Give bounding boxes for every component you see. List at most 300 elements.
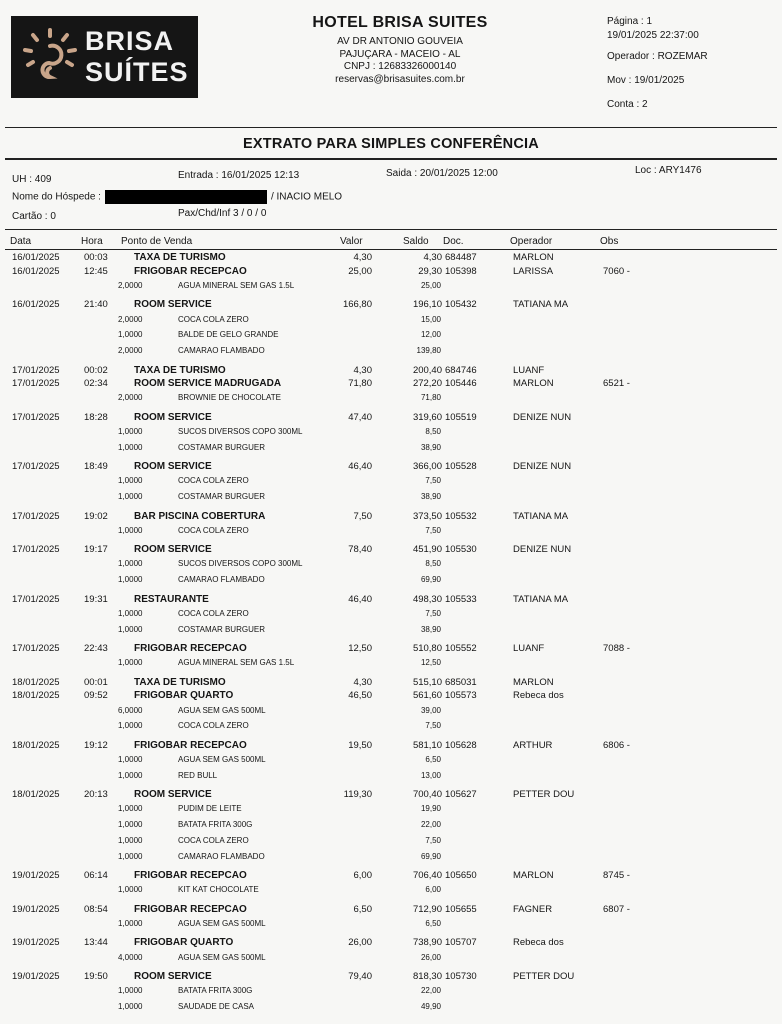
- row-operator: TATIANA MA: [513, 593, 569, 605]
- row-doc: 684746: [445, 364, 477, 376]
- table-row: [0, 511, 782, 523]
- table-row: [0, 299, 782, 311]
- table-row: [0, 594, 782, 606]
- item-description: AGUA SEM GAS 500ML: [178, 705, 266, 715]
- page-number: Página : 1: [607, 16, 653, 27]
- row-date: 18/01/2025: [12, 690, 60, 702]
- row-balance: 4,30: [423, 252, 442, 263]
- item-quantity: 1,0000: [118, 918, 143, 928]
- row-doc: 105628: [445, 739, 477, 751]
- table-row: [0, 789, 782, 801]
- row-doc: 105573: [445, 690, 477, 702]
- item-description: CAMARAO FLAMBADO: [178, 346, 265, 356]
- row-date: 17/01/2025: [12, 544, 60, 556]
- row-point-of-sale: FRIGOBAR RECEPCAO: [134, 903, 247, 915]
- row-point-of-sale: ROOM SERVICE MADRUGADA: [134, 378, 282, 390]
- check-out: Saida : 20/01/2025 12:00: [386, 168, 498, 179]
- item-value: 8,50: [425, 559, 441, 569]
- item-description: SAUDADE DE CASA: [178, 1001, 255, 1011]
- row-date: 16/01/2025: [12, 299, 60, 311]
- list-item: [0, 771, 782, 783]
- item-quantity: 6,0000: [118, 705, 143, 715]
- row-date: 19/01/2025: [12, 970, 60, 982]
- item-description: COSTAMAR BURGUER: [178, 624, 265, 634]
- row-value: 46,40: [348, 461, 372, 473]
- item-quantity: 1,0000: [118, 658, 143, 668]
- row-balance: 700,40: [412, 789, 442, 801]
- row-doc: 105528: [445, 461, 477, 473]
- row-balance: 373,50: [412, 510, 442, 522]
- locator: Loc : ARY1476: [635, 165, 702, 176]
- item-value: 12,50: [420, 658, 441, 668]
- row-operator: MARLON: [513, 676, 554, 688]
- pax-count: Pax/Chd/Inf 3 / 0 / 0: [178, 208, 267, 219]
- row-operator: MARLON: [513, 870, 554, 882]
- row-date: 17/01/2025: [12, 378, 60, 390]
- table-row: [0, 690, 782, 702]
- row-value: 166,80: [342, 299, 372, 311]
- row-time: 18:28: [84, 411, 108, 423]
- row-doc: 105552: [445, 643, 477, 654]
- item-value: 7,50: [425, 835, 441, 845]
- row-value: 26,00: [348, 937, 372, 949]
- item-quantity: 1,0000: [118, 804, 143, 814]
- item-description: COCA COLA ZERO: [178, 721, 249, 731]
- row-date: 19/01/2025: [12, 870, 60, 882]
- list-item: [0, 1002, 782, 1014]
- item-value: 6,50: [425, 918, 441, 928]
- item-quantity: 1,0000: [118, 427, 143, 436]
- report-meta: [607, 11, 708, 115]
- item-description: SUCOS DIVERSOS COPO 300ML: [178, 559, 303, 569]
- row-doc: 685031: [445, 676, 477, 688]
- item-description: AGUA MINERAL SEM GAS 1.5L: [178, 280, 295, 290]
- row-doc: 105650: [445, 870, 477, 882]
- row-point-of-sale: RESTAURANTE: [134, 593, 209, 605]
- row-obs: 6806 -: [603, 739, 630, 751]
- list-item: [0, 625, 782, 637]
- item-description: COCA COLA ZERO: [178, 835, 249, 845]
- row-time: 21:40: [84, 299, 108, 311]
- item-description: BATATA FRITA 300G: [178, 820, 253, 830]
- row-doc: 105627: [445, 789, 477, 801]
- list-item: [0, 476, 782, 488]
- item-value: 38,90: [420, 624, 441, 634]
- row-time: 06:14: [84, 870, 108, 882]
- row-operator: FAGNER: [513, 903, 553, 915]
- row-point-of-sale: ROOM SERVICE: [134, 461, 212, 473]
- redacted-box: [105, 190, 267, 204]
- row-balance: 738,90: [412, 937, 442, 949]
- list-item: [0, 575, 782, 587]
- row-operator: Rebeca dos: [513, 937, 564, 949]
- table-row: [0, 677, 782, 689]
- row-point-of-sale: TAXA DE TURISMO: [134, 676, 226, 688]
- row-balance: 451,90: [412, 544, 442, 556]
- row-time: 19:31: [84, 593, 108, 605]
- table-row: [0, 266, 782, 278]
- list-item: [0, 919, 782, 931]
- row-time: 00:01: [84, 676, 108, 688]
- list-item: [0, 427, 782, 439]
- item-description: BALDE DE GELO GRANDE: [178, 330, 279, 340]
- row-doc: 105432: [445, 299, 477, 311]
- logo-line-1: BRISA: [85, 26, 175, 56]
- row-time: 02:34: [84, 378, 108, 390]
- row-operator: MARLON: [513, 378, 554, 390]
- item-value: 7,50: [425, 608, 441, 618]
- row-doc: 105655: [445, 903, 477, 915]
- list-item: [0, 658, 782, 670]
- row-date: 17/01/2025: [12, 593, 60, 605]
- table-row: [0, 971, 782, 983]
- table-row: [0, 378, 782, 390]
- item-value: 8,50: [425, 427, 441, 436]
- row-operator: Rebeca dos: [513, 690, 564, 702]
- row-date: 17/01/2025: [12, 643, 60, 654]
- row-balance: 818,30: [412, 970, 442, 982]
- item-value: 22,00: [420, 820, 441, 830]
- item-description: BROWNIE DE CHOCOLATE: [178, 393, 281, 403]
- item-quantity: 2,0000: [118, 393, 143, 403]
- row-doc: 105519: [445, 411, 477, 423]
- hotel-info: [285, 14, 515, 86]
- item-value: 7,50: [425, 525, 441, 535]
- table-row: [0, 740, 782, 752]
- hotel-district: PAJUÇARA - MACEIO - AL: [339, 48, 461, 60]
- hotel-address: AV DR ANTONIO GOUVEIA: [337, 36, 463, 47]
- row-time: 20:13: [84, 789, 108, 801]
- item-quantity: 1,0000: [118, 885, 143, 895]
- row-time: 22:43: [84, 643, 108, 654]
- row-point-of-sale: FRIGOBAR RECEPCAO: [134, 739, 247, 751]
- row-point-of-sale: FRIGOBAR RECEPCAO: [134, 265, 247, 277]
- table-row: [0, 461, 782, 473]
- uh-number: UH : 409: [12, 174, 52, 185]
- row-value: 6,00: [353, 870, 372, 882]
- row-point-of-sale: BAR PISCINA COBERTURA: [134, 510, 266, 522]
- item-value: 69,90: [420, 575, 441, 585]
- item-description: COCA COLA ZERO: [178, 608, 249, 618]
- row-date: 17/01/2025: [12, 411, 60, 423]
- item-description: COCA COLA ZERO: [178, 476, 249, 486]
- col-data: Data: [10, 236, 32, 247]
- item-quantity: 1,0000: [118, 525, 143, 535]
- list-item: [0, 559, 782, 571]
- card: Cartão : 0: [12, 211, 56, 222]
- row-date: 17/01/2025: [12, 510, 60, 522]
- list-item: [0, 804, 782, 816]
- row-value: 119,30: [343, 789, 372, 801]
- item-quantity: 4,0000: [118, 952, 143, 962]
- row-value: 12,50: [348, 643, 372, 654]
- row-doc: 684487: [445, 252, 477, 263]
- list-item: [0, 330, 782, 342]
- item-description: PUDIM DE LEITE: [178, 804, 242, 814]
- sun-swirl-logo-icon: [19, 24, 81, 90]
- item-description: BATATA FRITA 300G: [178, 986, 253, 996]
- row-point-of-sale: ROOM SERVICE: [134, 970, 212, 982]
- item-value: 15,00: [420, 314, 441, 324]
- item-value: 6,00: [425, 885, 441, 895]
- row-operator: LUANF: [513, 643, 545, 654]
- report-conta: Conta : 2: [607, 99, 648, 110]
- row-value: 47,40: [348, 411, 372, 423]
- item-quantity: 1,0000: [118, 624, 143, 634]
- item-value: 22,00: [420, 986, 441, 996]
- report-operator: Operador : ROZEMAR: [607, 51, 708, 62]
- item-value: 13,00: [420, 770, 441, 780]
- item-description: AGUA SEM GAS 500ML: [178, 952, 266, 962]
- item-description: COSTAMAR BURGUER: [178, 492, 265, 502]
- guest-name-suffix: / INACIO MELO: [270, 191, 343, 203]
- hotel-name: HOTEL BRISA SUITES: [312, 14, 488, 31]
- col-obs: Obs: [600, 236, 619, 247]
- row-point-of-sale: ROOM SERVICE: [134, 299, 212, 311]
- list-item: [0, 346, 782, 358]
- col-ponto-de-venda: Ponto de Venda: [121, 236, 193, 247]
- item-description: COCA COLA ZERO: [178, 314, 249, 324]
- list-item: [0, 706, 782, 718]
- row-date: 19/01/2025: [12, 937, 60, 949]
- item-quantity: 1,0000: [118, 608, 143, 618]
- col-operador: Operador: [510, 236, 553, 247]
- list-item: [0, 820, 782, 832]
- col-saldo: Saldo: [403, 236, 429, 247]
- check-in: Entrada : 16/01/2025 12:13: [178, 170, 300, 181]
- list-item: [0, 526, 782, 538]
- row-time: 13:44: [84, 937, 108, 949]
- row-balance: 272,20: [412, 378, 442, 390]
- item-value: 7,50: [425, 476, 441, 486]
- row-balance: 510,80: [412, 643, 442, 654]
- item-value: 38,90: [420, 492, 441, 502]
- row-time: 19:02: [84, 510, 108, 522]
- item-value: 39,00: [420, 705, 441, 715]
- row-balance: 366,00: [412, 461, 442, 473]
- row-value: 7,50: [353, 510, 372, 522]
- list-item: [0, 755, 782, 767]
- item-quantity: 1,0000: [118, 820, 143, 830]
- item-quantity: 1,0000: [118, 721, 143, 731]
- row-point-of-sale: FRIGOBAR RECEPCAO: [134, 643, 247, 654]
- item-description: CAMARAO FLAMBADO: [178, 851, 265, 861]
- item-quantity: 2,0000: [118, 346, 143, 356]
- list-item: [0, 986, 782, 998]
- row-operator: DENIZE NUN: [513, 544, 572, 556]
- row-doc: 105707: [445, 937, 477, 949]
- row-balance: 561,60: [412, 690, 442, 702]
- item-quantity: 1,0000: [118, 476, 143, 486]
- item-quantity: 1,0000: [118, 575, 143, 585]
- list-item: [0, 885, 782, 897]
- col-hora: Hora: [81, 236, 103, 247]
- item-description: AGUA SEM GAS 500ML: [178, 754, 266, 764]
- item-description: COSTAMAR BURGUER: [178, 442, 265, 452]
- hotel-logo: [11, 16, 198, 98]
- row-point-of-sale: FRIGOBAR RECEPCAO: [134, 870, 247, 882]
- logo-line-2: SUÍTES: [85, 57, 189, 87]
- row-value: 71,80: [348, 378, 372, 390]
- row-date: 16/01/2025: [12, 252, 60, 263]
- row-value: 46,50: [348, 690, 372, 702]
- row-date: 17/01/2025: [12, 461, 60, 473]
- item-quantity: 2,0000: [118, 280, 143, 290]
- guest-name-label: Nome do Hóspede :: [12, 191, 101, 203]
- row-time: 18:49: [84, 461, 108, 473]
- item-quantity: 1,0000: [118, 835, 143, 845]
- row-obs: 6521 -: [603, 378, 630, 390]
- row-value: 6,50: [353, 903, 372, 915]
- list-item: [0, 609, 782, 621]
- row-date: 17/01/2025: [12, 364, 60, 376]
- row-doc: 105533: [445, 593, 477, 605]
- hotel-email: reservas@brisasuites.com.br: [335, 73, 465, 85]
- row-time: 19:50: [84, 970, 108, 982]
- hotel-cnpj: CNPJ : 12683326000140: [343, 61, 457, 72]
- item-quantity: 1,0000: [118, 754, 143, 764]
- table-row: [0, 870, 782, 882]
- row-doc: 105530: [445, 544, 477, 556]
- row-balance: 196,10: [412, 299, 442, 311]
- item-quantity: 1,0000: [118, 770, 143, 780]
- row-obs: 6807 -: [603, 903, 630, 915]
- row-time: 19:12: [84, 739, 108, 751]
- row-operator: PETTER DOU: [513, 789, 575, 801]
- row-time: 19:17: [84, 544, 108, 556]
- item-description: COCA COLA ZERO: [178, 525, 249, 535]
- divider: [5, 158, 777, 160]
- row-time: 08:54: [84, 903, 108, 915]
- table-row: [0, 412, 782, 424]
- item-quantity: 1,0000: [118, 492, 143, 502]
- row-operator: LARISSA: [513, 265, 554, 277]
- item-value: 26,00: [420, 952, 441, 962]
- item-value: 19,90: [420, 804, 441, 814]
- col-doc: Doc.: [443, 236, 464, 247]
- item-quantity: 1,0000: [118, 442, 143, 452]
- col-valor: Valor: [340, 236, 363, 247]
- item-quantity: 1,0000: [118, 851, 143, 861]
- row-value: 4,30: [353, 252, 372, 263]
- row-doc: 105398: [445, 265, 477, 277]
- row-balance: 515,10: [412, 676, 442, 688]
- row-value: 4,30: [353, 676, 372, 688]
- table-row: [0, 937, 782, 949]
- row-date: 18/01/2025: [12, 739, 60, 751]
- item-value: 69,90: [420, 851, 441, 861]
- row-point-of-sale: ROOM SERVICE: [134, 789, 212, 801]
- row-point-of-sale: FRIGOBAR QUARTO: [134, 937, 234, 949]
- item-value: 12,00: [420, 330, 441, 340]
- item-value: 25,00: [420, 280, 441, 290]
- row-operator: DENIZE NUN: [513, 411, 572, 423]
- item-quantity: 1,0000: [118, 986, 143, 996]
- item-value: 71,80: [420, 393, 441, 403]
- item-description: KIT KAT CHOCOLATE: [178, 885, 259, 895]
- row-value: 79,40: [348, 970, 372, 982]
- row-operator: LUANF: [513, 364, 545, 376]
- transactions-list: [0, 249, 782, 1024]
- list-item: [0, 852, 782, 864]
- row-balance: 706,40: [412, 870, 442, 882]
- item-description: AGUA MINERAL SEM GAS 1.5L: [178, 658, 295, 668]
- row-point-of-sale: TAXA DE TURISMO: [134, 364, 226, 376]
- divider: [5, 127, 777, 128]
- row-point-of-sale: TAXA DE TURISMO: [134, 252, 226, 263]
- item-description: RED BULL: [178, 770, 218, 780]
- row-time: 12:45: [84, 265, 108, 277]
- table-row: [0, 365, 782, 377]
- row-point-of-sale: ROOM SERVICE: [134, 411, 212, 423]
- row-doc: 105446: [445, 378, 477, 390]
- divider: [5, 229, 777, 230]
- table-row: [0, 252, 782, 264]
- row-balance: 712,90: [412, 903, 442, 915]
- row-point-of-sale: ROOM SERVICE: [134, 544, 212, 556]
- table-row: [0, 544, 782, 556]
- row-doc: 105730: [445, 970, 477, 982]
- list-item: [0, 281, 782, 293]
- row-operator: MARLON: [513, 252, 554, 263]
- list-item: [0, 492, 782, 504]
- row-value: 46,40: [348, 593, 372, 605]
- guest-name: [12, 190, 342, 204]
- item-description: SUCOS DIVERSOS COPO 300ML: [178, 427, 303, 436]
- row-value: 25,00: [348, 265, 372, 277]
- row-time: 00:03: [84, 252, 108, 263]
- row-balance: 498,30: [412, 593, 442, 605]
- row-value: 19,50: [348, 739, 372, 751]
- item-value: 139,80: [416, 346, 441, 356]
- list-item: [0, 836, 782, 848]
- row-balance: 581,10: [412, 739, 442, 751]
- row-balance: 29,30: [418, 265, 442, 277]
- item-quantity: 1,0000: [118, 1001, 143, 1011]
- report-mov: Mov : 19/01/2025: [607, 75, 685, 86]
- row-date: 19/01/2025: [12, 903, 60, 915]
- row-time: 00:02: [84, 364, 108, 376]
- row-time: 09:52: [84, 690, 108, 702]
- row-balance: 319,60: [412, 411, 442, 423]
- row-operator: TATIANA MA: [513, 510, 569, 522]
- item-value: 6,50: [425, 754, 441, 764]
- item-description: AGUA SEM GAS 500ML: [178, 918, 266, 928]
- row-point-of-sale: FRIGOBAR QUARTO: [134, 690, 234, 702]
- row-obs: 8745 -: [603, 870, 630, 882]
- row-date: 18/01/2025: [12, 789, 60, 801]
- row-doc: 105532: [445, 510, 477, 522]
- item-quantity: 1,0000: [118, 330, 143, 340]
- row-operator: ARTHUR: [513, 739, 553, 751]
- list-item: [0, 443, 782, 455]
- item-description: CAMARAO FLAMBADO: [178, 575, 265, 585]
- table-row: [0, 643, 782, 655]
- row-date: 18/01/2025: [12, 676, 60, 688]
- row-operator: DENIZE NUN: [513, 461, 572, 473]
- item-quantity: 2,0000: [118, 314, 143, 324]
- row-balance: 200,40: [412, 364, 442, 376]
- row-operator: TATIANA MA: [513, 299, 569, 311]
- item-value: 49,90: [420, 1001, 441, 1011]
- report-datetime: 19/01/2025 22:37:00: [607, 30, 699, 41]
- item-value: 7,50: [425, 721, 441, 731]
- table-row: [0, 904, 782, 916]
- row-date: 16/01/2025: [12, 265, 60, 277]
- list-item: [0, 393, 782, 405]
- row-obs: 7088 -: [603, 643, 630, 654]
- item-value: 38,90: [420, 442, 441, 452]
